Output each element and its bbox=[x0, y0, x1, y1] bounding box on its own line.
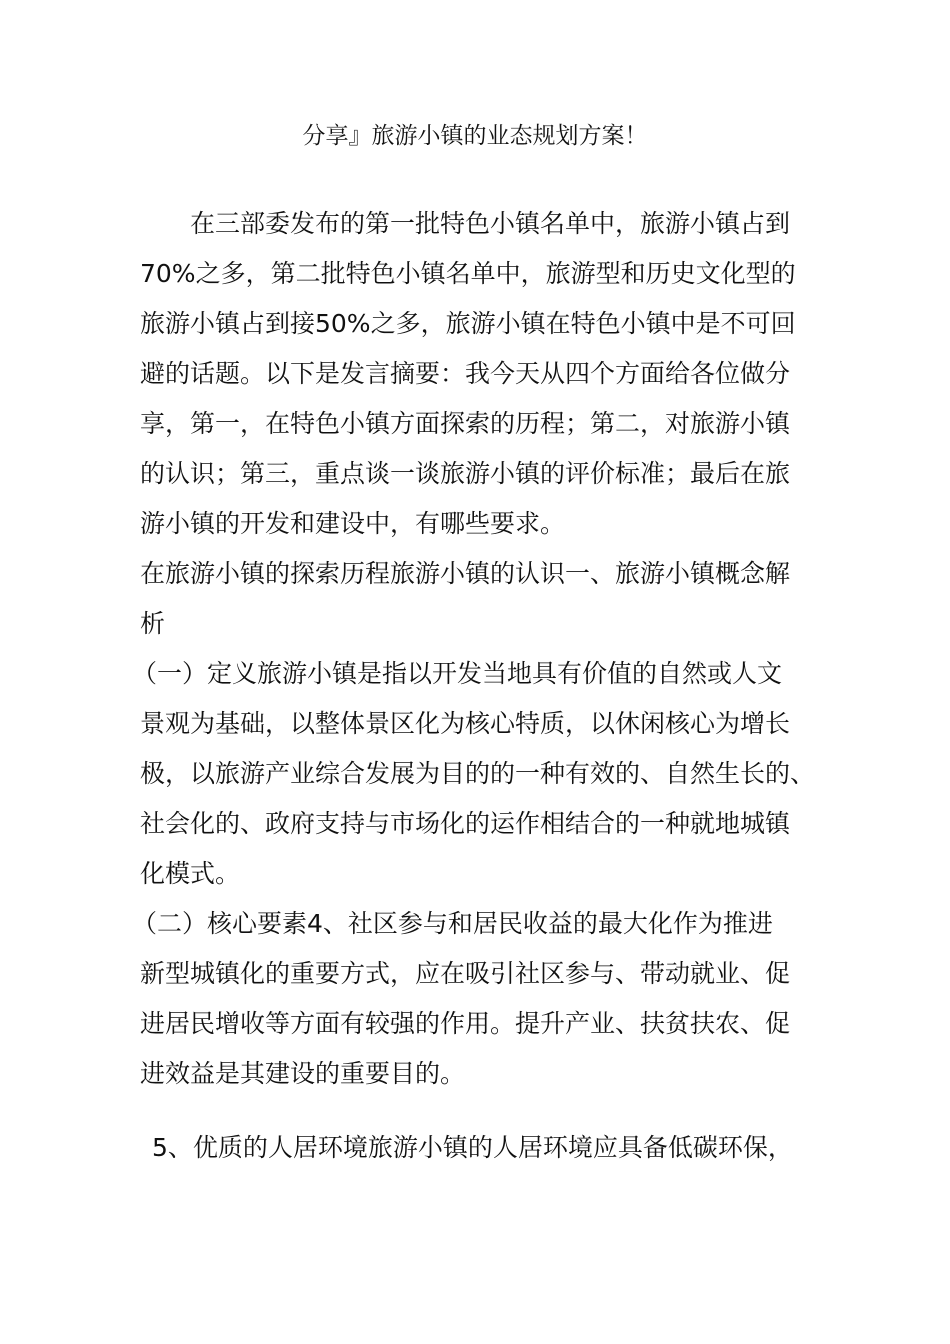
text-line: 进效益是其建设的重要目的。 bbox=[140, 1059, 466, 1088]
text-line: 在三部委发布的第一批特色小镇名单中，旅游小镇占到 bbox=[190, 209, 791, 238]
text-line: 的认识；第三，重点谈一谈旅游小镇的评价标准；最后在旅 bbox=[140, 459, 791, 488]
text-line: 游小镇的开发和建设中，有哪些要求。 bbox=[140, 509, 566, 538]
text-line: 避的话题。以下是发言摘要：我今天从四个方面给各位做分 bbox=[140, 359, 791, 388]
text-line: 在旅游小镇的探索历程旅游小镇的认识一、旅游小镇概念解 bbox=[140, 559, 791, 588]
text-line: 析 bbox=[140, 609, 166, 638]
paragraph-living-environment bbox=[152, 1123, 812, 1173]
document-title: 分享』旅游小镇的业态规划方案！ bbox=[302, 123, 648, 149]
text-line: 景观为基础，以整体景区化为核心特质，以休闲核心为增长 bbox=[140, 709, 791, 738]
text-line: 进居民增收等方面有较强的作用。提升产业、扶贫扶农、促 bbox=[140, 1009, 791, 1038]
paragraph-intro bbox=[140, 199, 810, 549]
text-line: 70%之多，第二批特色小镇名单中，旅游型和历史文化型的 bbox=[140, 259, 796, 288]
paragraph-heading bbox=[140, 549, 810, 649]
text-line: 享，第一，在特色小镇方面探索的历程；第二，对旅游小镇 bbox=[140, 409, 791, 438]
text-line: 5、优质的人居环境旅游小镇的人居环境应具备低碳环保， bbox=[152, 1133, 793, 1162]
paragraph-core-elements bbox=[132, 899, 810, 1099]
paragraph-definition bbox=[132, 649, 816, 899]
text-line: 化模式。 bbox=[140, 859, 241, 888]
text-line: 社会化的、政府支持与市场化的运作相结合的一种就地城镇 bbox=[140, 809, 791, 838]
text-line: 极，以旅游产业综合发展为目的的一种有效的、自然生长的、 bbox=[140, 759, 816, 788]
text-line: 新型城镇化的重要方式，应在吸引社区参与、带动就业、促 bbox=[140, 959, 791, 988]
text-line: 旅游小镇占到接50%之多，旅游小镇在特色小镇中是不可回 bbox=[140, 309, 796, 338]
text-line: （一）定义旅游小镇是指以开发当地具有价值的自然或人文 bbox=[132, 659, 783, 688]
text-line: （二）核心要素4、社区参与和居民收益的最大化作为推进 bbox=[132, 909, 773, 938]
